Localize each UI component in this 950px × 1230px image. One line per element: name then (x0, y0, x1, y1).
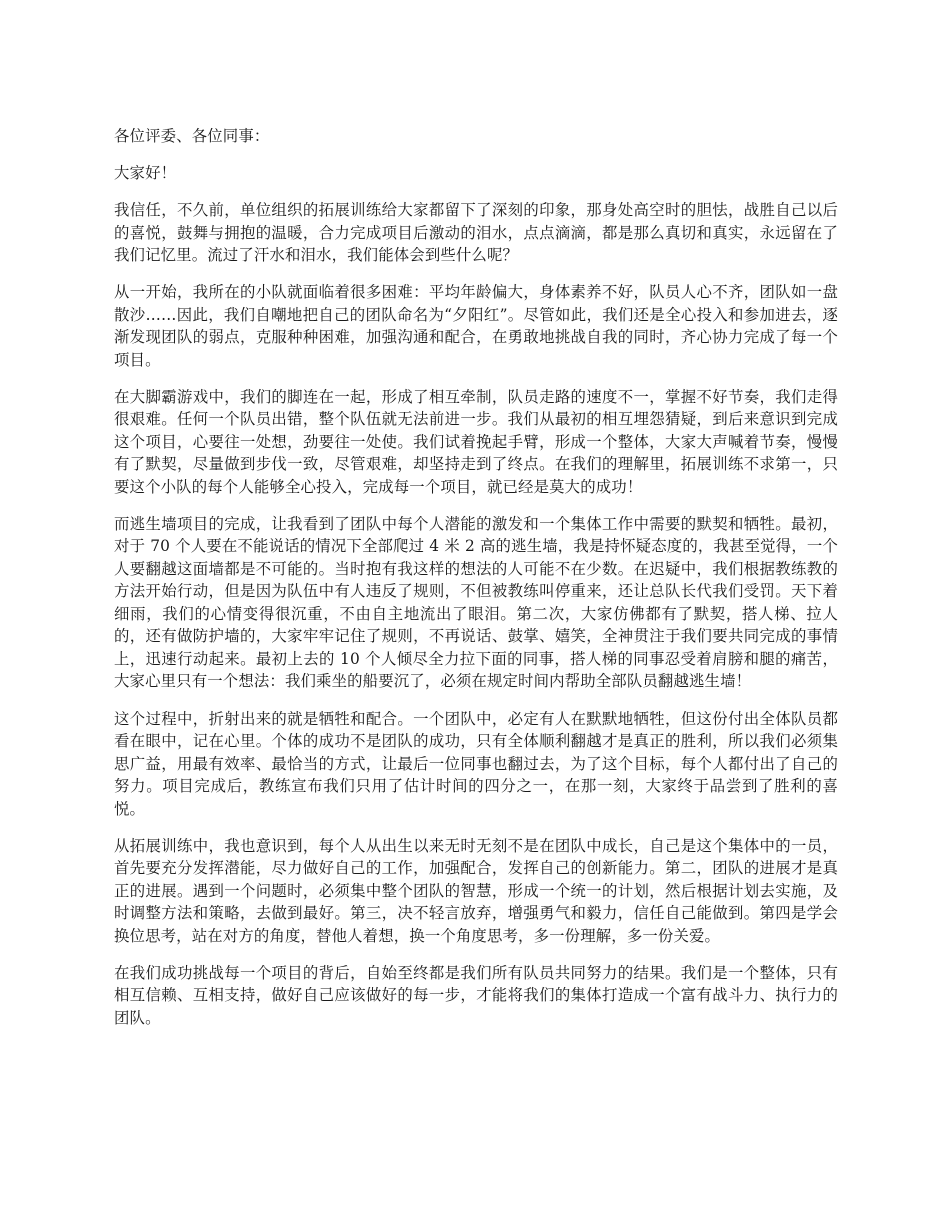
paragraph-1: 我信任，不久前，单位组织的拓展训练给大家都留下了深刻的印象，那身处高空时的胆怯，战胜自己以后的喜悦，鼓舞与拥抱的温暖，合力完成项目后激动的泪水，点点滴滴，都是那么真切和真实，永远留在了我们记忆里。流过了汗水和泪水，我们能体会到些什么呢？ (114, 201, 838, 265)
paragraph-7: 在我们成功挑战每一个项目的背后，自始至终都是我们所有队员共同努力的结果。我们是一个整体，只有相互信赖、互相支持，做好自己应该做好的每一步，才能将我们的集体打造成一个富有战斗力、执行力的团队。 (114, 963, 838, 1027)
salutation: 各位评委、各位同事： (114, 127, 270, 145)
paragraph-6: 从拓展训练中，我也意识到，每个人从出生以来无时无刻不是在团队中成长，自己是这个集体中的一员，首先要充分发挥潜能，尽力做好自己的工作，加强配合，发挥自己的创新能力。第二，团队的进展才是真正的进展。遇到一个问题时，必须集中整个团队的智慧，形成一个统一的计划，然后根据计划去实施，及时调整方法和策略，去做到最好。第三，决不轻言放弃，增强勇气和毅力，信任自己能做到。第四是学会换位思考，站在对方的角度，替他人着想，换一个角度思考，多一份理解，多一份关爱。 (114, 836, 838, 945)
document-body (114, 125, 838, 1044)
paragraph-4: 而逃生墙项目的完成，让我看到了团队中每个人潜能的激发和一个集体工作中需要的默契和牺牲。最初，对于 70 个人要在不能说话的情况下全部爬过 4 米 2 高的逃生墙，我是持怀疑态度的，我甚至觉得，一个人要翻越这面墙都是不可能的。当时抱有我这样的想法的人可能不在少数。在迟疑中，我们根据教练教的方法开始行动，但是因为队伍中有人违反了规则，不但被教练叫停重来，还让总队长代我们受罚。天下着细雨，我们的心情变得很沉重，不由自主地流出了眼泪。第二次，大家仿佛都有了默契，搭人梯、拉人的，还有做防护墙的，大家牢牢记住了规则，不再说话、鼓掌、嬉笑，全神贯注于我们要共同完成的事情上，迅速行动起来。最初上去的 10 个人倾尽全力拉下面的同事，搭人梯的同事忍受着肩膀和腿的痛苦，大家心里只有一个想法：我们乘坐的船要沉了，必须在规定时间内帮助全部队员翻越逃生墙！ (114, 514, 838, 691)
paragraph-3: 在大脚霸游戏中，我们的脚连在一起，形成了相互牵制，队员走路的速度不一，掌握不好节奏，我们走得很艰难。任何一个队员出错，整个队伍就无法前进一步。我们从最初的相互埋怨猜疑，到后来意识到完成这个项目，心要往一处想，劲要往一处使。我们试着挽起手臂，形成一个整体，大家大声喊着节奏，慢慢有了默契，尽量做到步伐一致，尽管艰难，却坚持走到了终点。在我们的理解里，拓展训练不求第一，只要这个小队的每个人能够全心投入，完成每一个项目，就已经是莫大的成功！ (114, 387, 838, 496)
paragraph-5: 这个过程中，折射出来的就是牺牲和配合。一个团队中，必定有人在默默地牺牲，但这份付出全体队员都看在眼中，记在心里。个体的成功不是团队的成功，只有全体顺利翻越才是真正的胜利，所以我们必须集思广益，用最有效率、最恰当的方式，让最后一位同事也翻过去，为了这个目标，每个人都付出了自己的努力。项目完成后，教练宣布我们只用了估计时间的四分之一，在那一刻，大家终于品尝到了胜利的喜悦。 (114, 709, 838, 818)
greeting: 大家好！ (114, 164, 177, 183)
paragraph-2: 从一开始，我所在的小队就面临着很多困难：平均年龄偏大，身体素养不好，队员人心不齐，团队如一盘散沙……因此，我们自嘲地把自己的团队命名为“夕阳红”。尽管如此，我们还是全心投入和参加进去，逐渐发现团队的弱点，克服种种困难，加强沟通和配合，在勇敢地挑战自我的同时，齐心协力完成了每一个项目。 (114, 283, 838, 369)
